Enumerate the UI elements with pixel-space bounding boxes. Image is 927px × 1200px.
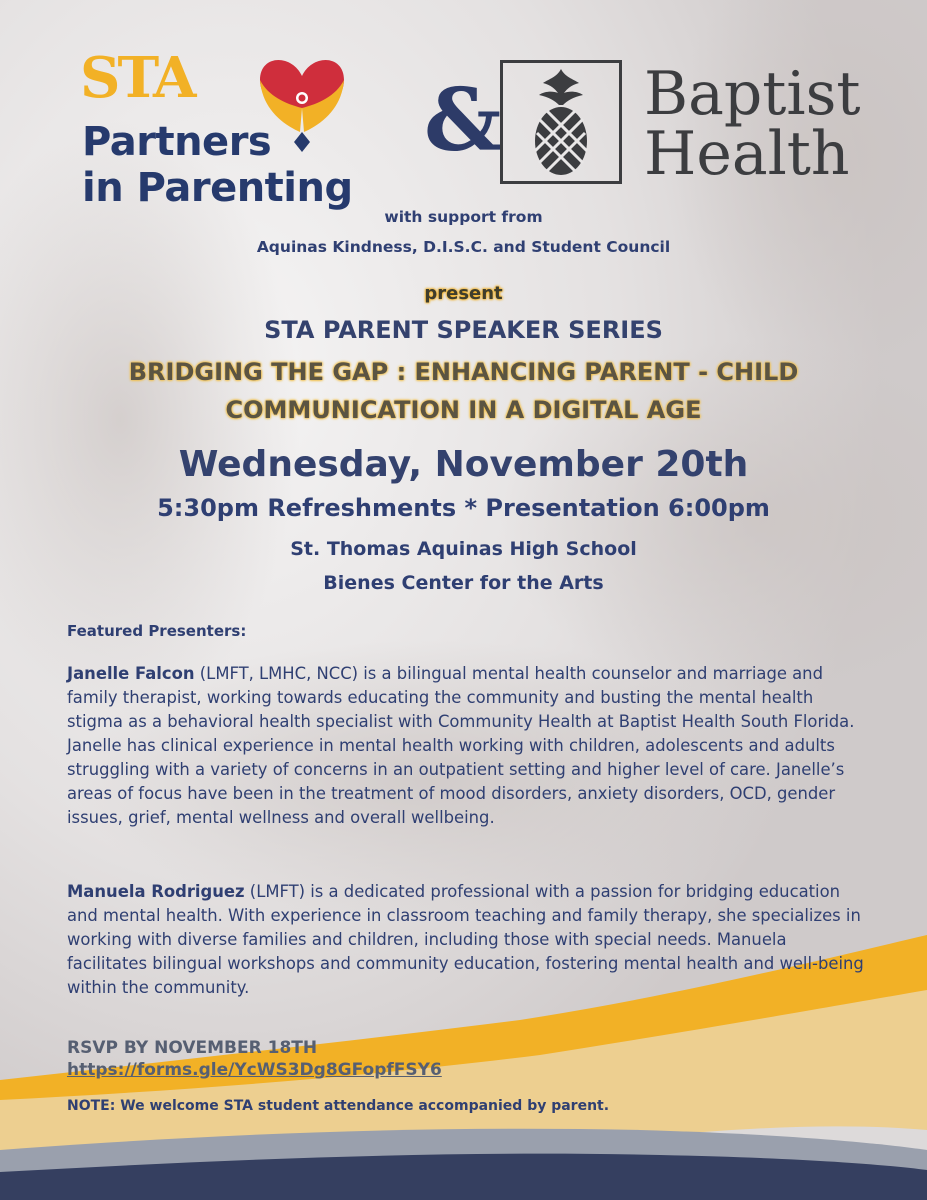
rsvp-link[interactable]: https://forms.gle/YcWS3Dg8GFopfFSY6: [67, 1060, 442, 1080]
support-line-1: with support from: [384, 208, 543, 226]
location-line-1: St. Thomas Aquinas High School: [290, 538, 637, 560]
event-title-line-2: COMMUNICATION IN A DIGITAL AGE: [225, 396, 702, 424]
sta-logo-partners: Partners: [82, 119, 272, 165]
support-line-2: Aquinas Kindness, D.I.S.C. and Student Council: [256, 238, 671, 256]
featured-presenters-heading: Featured Presenters:: [67, 622, 247, 640]
baptist-logo-line1: Baptist: [644, 59, 861, 129]
presenter-bio-text: (LMFT) is a dedicated professional with a passion for bridging education and mental health. With experience in classroom teaching and family therapy, she specializes in working with diverse families and children, including those with special needs. Manuela facilitates bilingual workshops and community education, fostering mental health and well-being within the community.: [67, 882, 864, 997]
baptist-health-logo-box: [500, 60, 622, 184]
event-date: Wednesday, November 20th: [178, 444, 749, 485]
series-title: STA PARENT SPEAKER SERIES: [264, 316, 663, 344]
presenter-name: Manuela Rodriguez: [67, 882, 245, 901]
sta-partners-logo: [74, 46, 374, 216]
presenter-bio-manuela: [67, 880, 867, 1000]
event-title-line-1: BRIDGING THE GAP : ENHANCING PARENT - CHILD: [128, 358, 799, 386]
pineapple-icon: [503, 63, 619, 181]
sta-logo-in-parenting: in Parenting: [82, 165, 353, 211]
presenter-bio-janelle: [67, 662, 867, 830]
sta-logo-letters: STA: [80, 45, 194, 111]
present-label: present: [424, 283, 503, 304]
attendance-note: NOTE: We welcome STA student attendance accompanied by parent.: [67, 1098, 610, 1114]
ampersand: &: [424, 70, 502, 171]
event-times: 5:30pm Refreshments * Presentation 6:00pm: [157, 494, 770, 522]
rsvp-deadline: RSVP BY NOVEMBER 18TH: [67, 1038, 318, 1058]
baptist-logo-line2: Health: [644, 119, 850, 189]
presenter-bio-text: (LMFT, LMHC, NCC) is a bilingual mental health counselor and marriage and family therapist, working towards educating the community and busting the mental health stigma as a behavioral health specialist with Community Health at Baptist Health South Florida. Janelle has clinical experience in mental health working with children, adolescents and adults struggling with a variety of concerns in an outpatient setting and higher level of care. Janelle’s areas of focus have been in the treatment of mood disorders, anxiety disorders, OCD, gender issues, grief, mental wellness and overall wellbeing.: [67, 664, 855, 827]
presenter-name: Janelle Falcon: [67, 664, 195, 683]
location-line-2: Bienes Center for the Arts: [323, 572, 604, 594]
